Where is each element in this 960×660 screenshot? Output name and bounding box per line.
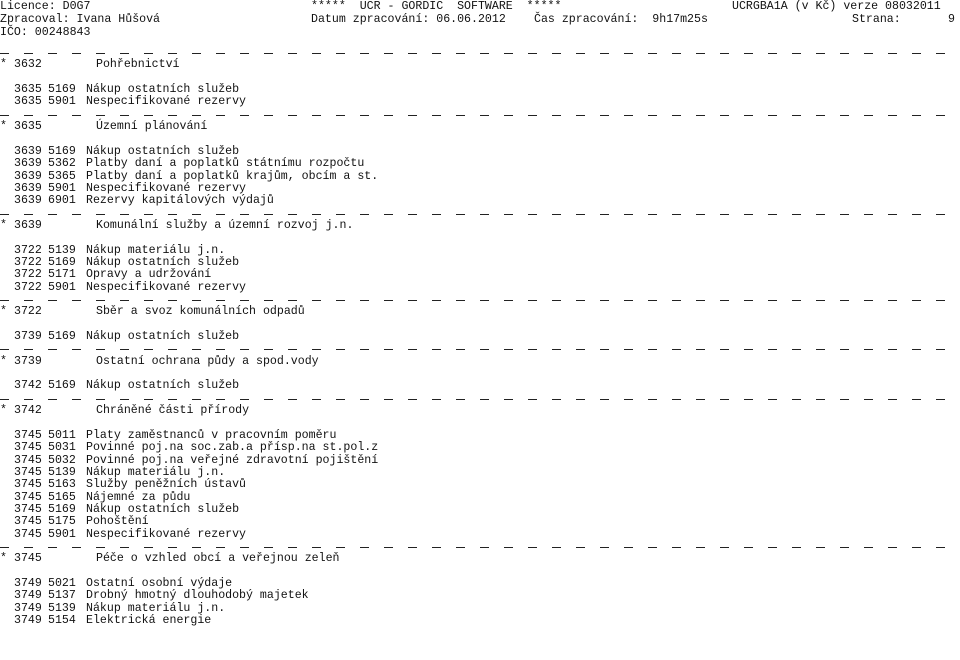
item-label: Nákup materiálu j.n. [86, 602, 226, 615]
item-label: Nespecifikované rezervy [86, 281, 247, 294]
paragraph-code: 3639 [14, 219, 42, 232]
item-code: 5362 [48, 157, 76, 170]
item-label: Rezervy kapitálových výdajů [86, 194, 274, 207]
summary-label: Chráněné části přírody [96, 404, 250, 417]
item-code: 5169 [48, 379, 76, 392]
paragraph-code: 3635 [14, 95, 42, 108]
paragraph-code: 3749 [14, 589, 42, 602]
separator-line [0, 399, 956, 401]
summary-marker: * [0, 219, 7, 232]
paragraph-code: 3639 [14, 182, 42, 195]
paragraph-code: 3745 [14, 552, 42, 565]
separator-line [0, 547, 956, 549]
paragraph-code: 3749 [14, 614, 42, 627]
item-code: 6901 [48, 194, 76, 207]
item-code: 5021 [48, 577, 76, 590]
summary-marker: * [0, 355, 7, 368]
summary-marker: * [0, 120, 7, 133]
processor-label: Zpracoval: Ivana Hůšová [0, 13, 161, 26]
item-label: Nespecifikované rezervy [86, 95, 247, 108]
separator-line [0, 115, 956, 117]
paragraph-code: 3635 [14, 83, 42, 96]
item-code: 5139 [48, 466, 76, 479]
processing-date: Datum zpracování: 06.06.2012 [311, 13, 506, 26]
report-code: UCRGBA1A (v Kč) verze 08032011 [732, 0, 941, 13]
paragraph-code: 3745 [14, 491, 42, 504]
paragraph-code: 3739 [14, 355, 42, 368]
paragraph-code: 3639 [14, 157, 42, 170]
paragraph-code: 3742 [14, 379, 42, 392]
paragraph-code: 3745 [14, 528, 42, 541]
summary-label: Pohřebnictví [96, 58, 180, 71]
item-code: 5169 [48, 256, 76, 269]
summary-label: Ostatní ochrana půdy a spod.vody [96, 355, 319, 368]
paragraph-code: 3745 [14, 454, 42, 467]
item-label: Ostatní osobní výdaje [86, 577, 233, 590]
item-label: Nákup ostatních služeb [86, 83, 240, 96]
item-label: Služby peněžních ústavů [86, 478, 247, 491]
item-code: 5031 [48, 441, 76, 454]
item-label: Elektrická energie [86, 614, 212, 627]
item-label: Nájemné za půdu [86, 491, 191, 504]
paragraph-code: 3722 [14, 305, 42, 318]
item-code: 5154 [48, 614, 76, 627]
item-code: 5169 [48, 145, 76, 158]
paragraph-code: 3722 [14, 256, 42, 269]
item-label: Nákup ostatních služeb [86, 256, 240, 269]
item-label: Nákup ostatních služeb [86, 379, 240, 392]
paragraph-code: 3749 [14, 577, 42, 590]
item-code: 5169 [48, 83, 76, 96]
summary-label: Péče o vzhled obcí a veřejnou zeleň [96, 552, 340, 565]
item-code: 5901 [48, 528, 76, 541]
summary-marker: * [0, 552, 7, 565]
paragraph-code: 3745 [14, 503, 42, 516]
paragraph-code: 3639 [14, 170, 42, 183]
item-label: Nákup materiálu j.n. [86, 244, 226, 257]
summary-label: Komunální služby a územní rozvoj j.n. [96, 219, 354, 232]
item-code: 5169 [48, 330, 76, 343]
paragraph-code: 3739 [14, 330, 42, 343]
item-label: Platby daní a poplatků krajům, obcím a st. [86, 170, 379, 183]
item-code: 5011 [48, 429, 76, 442]
paragraph-code: 3745 [14, 515, 42, 528]
item-code: 5175 [48, 515, 76, 528]
item-label: Platby daní a poplatků státnímu rozpočtu [86, 157, 365, 170]
item-label: Nespecifikované rezervy [86, 182, 247, 195]
item-label: Povinné poj.na veřejné zdravotní pojištění [86, 454, 379, 467]
summary-label: Územní plánování [96, 120, 208, 133]
paragraph-code: 3745 [14, 478, 42, 491]
item-label: Nákup ostatních služeb [86, 503, 240, 516]
item-code: 5169 [48, 503, 76, 516]
item-code: 5171 [48, 268, 76, 281]
paragraph-code: 3635 [14, 120, 42, 133]
separator-line [0, 349, 956, 351]
program-title: ***** UCR - GORDIC SOFTWARE ***** [311, 0, 562, 13]
paragraph-code: 3745 [14, 466, 42, 479]
page-label: Strana: [852, 13, 901, 26]
licence-label: Licence: D0G7 [0, 0, 91, 13]
header-line-1 [0, 0, 941, 14]
item-label: Nespecifikované rezervy [86, 528, 247, 541]
item-label: Pohoštění [86, 515, 149, 528]
paragraph-code: 3745 [14, 441, 42, 454]
item-code: 5032 [48, 454, 76, 467]
item-code: 5163 [48, 478, 76, 491]
item-label: Drobný hmotný dlouhodobý majetek [86, 589, 309, 602]
item-label: Opravy a udržování [86, 268, 212, 281]
summary-label: Sběr a svoz komunálních odpadů [96, 305, 305, 318]
paragraph-code: 3722 [14, 268, 42, 281]
paragraph-code: 3639 [14, 145, 42, 158]
summary-marker: * [0, 305, 7, 318]
processing-time: Čas zpracování: 9h17m25s [534, 13, 708, 26]
page-number: 9 [948, 13, 955, 26]
paragraph-code: 3749 [14, 602, 42, 615]
summary-marker: * [0, 404, 7, 417]
item-code: 5139 [48, 244, 76, 257]
header-line-3 [0, 26, 91, 40]
paragraph-code: 3632 [14, 58, 42, 71]
separator-line [0, 53, 956, 55]
header-line-2 [0, 13, 955, 27]
item-label: Nákup materiálu j.n. [86, 466, 226, 479]
paragraph-code: 3722 [14, 244, 42, 257]
item-code: 5139 [48, 602, 76, 615]
item-label: Povinné poj.na soc.zab.a přísp.na st.pol.z [86, 441, 379, 454]
summary-marker: * [0, 58, 7, 71]
paragraph-code: 3722 [14, 281, 42, 294]
paragraph-code: 3639 [14, 194, 42, 207]
separator-line [0, 300, 956, 302]
item-label: Platy zaměstnanců v pracovním poměru [86, 429, 337, 442]
item-label: Nákup ostatních služeb [86, 330, 240, 343]
paragraph-code: 3745 [14, 429, 42, 442]
item-code: 5901 [48, 182, 76, 195]
item-label: Nákup ostatních služeb [86, 145, 240, 158]
item-code: 5137 [48, 589, 76, 602]
item-code: 5365 [48, 170, 76, 183]
item-code: 5165 [48, 491, 76, 504]
item-code: 5901 [48, 95, 76, 108]
item-code: 5901 [48, 281, 76, 294]
separator-line [0, 214, 956, 216]
ico-label: IČO: 00248843 [0, 26, 91, 39]
paragraph-code: 3742 [14, 404, 42, 417]
